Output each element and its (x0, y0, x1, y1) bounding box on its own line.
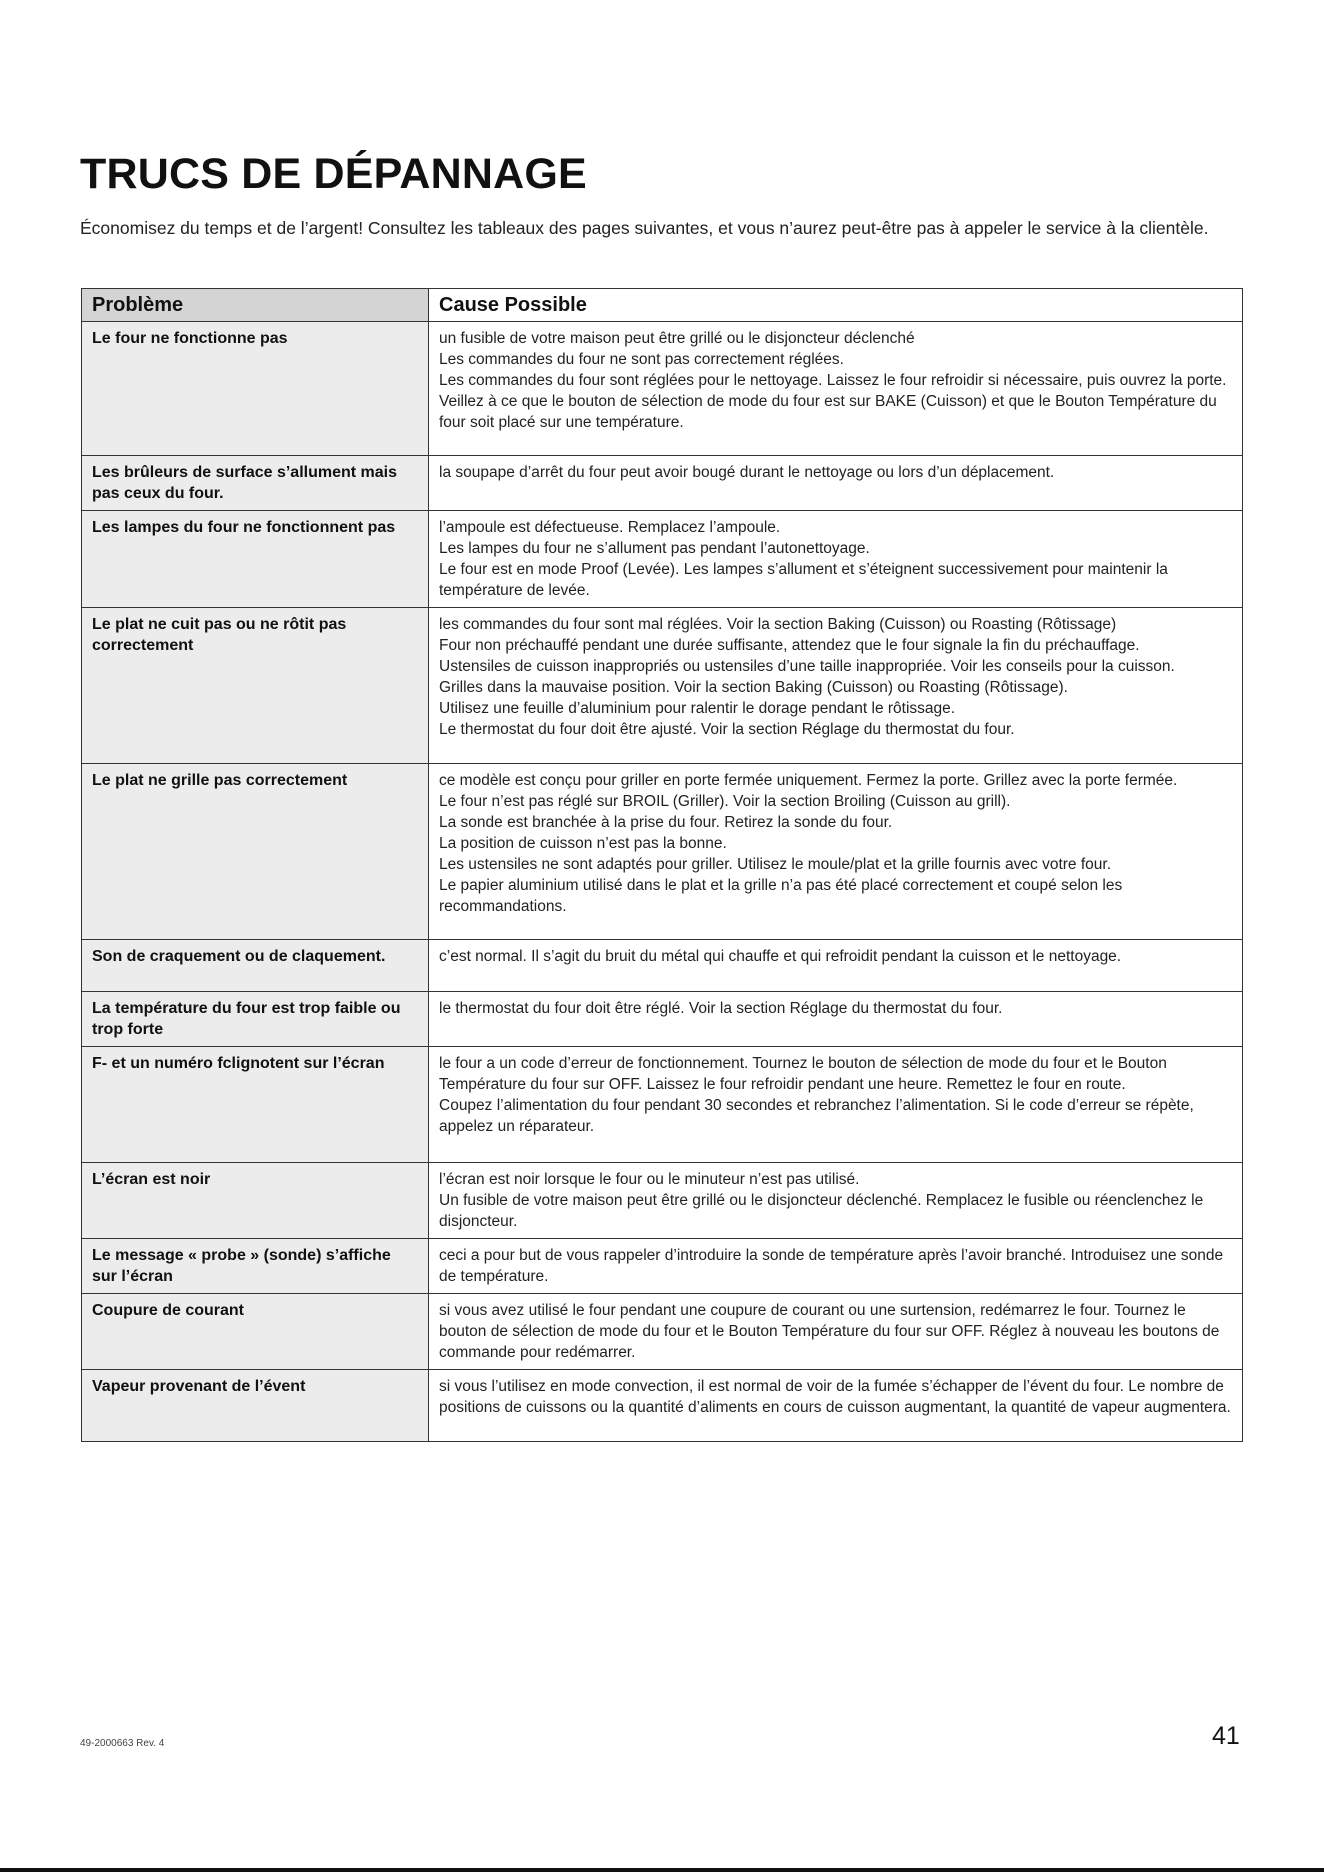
cause-cell (429, 608, 1243, 764)
cause-cell (429, 764, 1243, 940)
cause-cell (429, 1370, 1243, 1442)
cause-line: Le four n’est pas réglé sur BROIL (Griller). Voir la section Broiling (Cuisson au grill). (439, 793, 1011, 810)
page-title: TRUCS DE DÉPANNAGE (80, 150, 587, 198)
problem-cell: L’écran est noir (82, 1163, 429, 1239)
cause-cell (429, 511, 1243, 608)
problem-cell: Vapeur provenant de l’évent (82, 1370, 429, 1442)
problem-cell: Le message « probe » (sonde) s’affiche sur l’écran (82, 1239, 429, 1294)
cause-line: Coupez l’alimentation du four pendant 30 secondes et rebranchez l’alimentation. Si le code d’erreur se répète, appelez un réparateur. (439, 1097, 1194, 1135)
cause-line: Ustensiles de cuisson inappropriés ou ustensiles d’une taille inappropriée. Voir les conseils pour la cuisson. (439, 658, 1175, 675)
table-row (82, 940, 1243, 992)
table-row (82, 992, 1243, 1047)
cause-line: Le thermostat du four doit être ajusté. Voir la section Réglage du thermostat du four. (439, 721, 1015, 738)
table-row (82, 764, 1243, 940)
cause-cell (429, 322, 1243, 456)
problem-cell: Le plat ne grille pas correctement (82, 764, 429, 940)
cause-line: Les commandes du four ne sont pas correctement réglées. (439, 351, 844, 368)
table-row (82, 1370, 1243, 1442)
cause-line: l’écran est noir lorsque le four ou le minuteur n’est pas utilisé. (439, 1171, 860, 1188)
cause-cell (429, 1294, 1243, 1370)
cause-line: si vous l’utilisez en mode convection, il est normal de voir de la fumée s’échapper de l’évent du four. Le nombre de positions de cuissons ou la quantité d’aliments en cours de cuisson augmentant, la quantité de vapeur augmentera. (439, 1378, 1231, 1416)
table-row (82, 608, 1243, 764)
cause-line: Un fusible de votre maison peut être grillé ou le disjoncteur déclenché. Remplacez le fusible ou réenclenchez le disjoncteur. (439, 1192, 1204, 1230)
cause-line: ce modèle est conçu pour griller en porte fermée uniquement. Fermez la porte. Grillez avec la porte fermée. (439, 772, 1178, 789)
table-row (82, 322, 1243, 456)
cause-cell (429, 1047, 1243, 1163)
table-row (82, 456, 1243, 511)
table-row (82, 511, 1243, 608)
cause-cell (429, 1163, 1243, 1239)
cause-line: les commandes du four sont mal réglées. Voir la section Baking (Cuisson) ou Roasting (Rôtissage) (439, 616, 1117, 633)
page-number: 41 (1212, 1722, 1240, 1750)
cause-line: ceci a pour but de vous rappeler d’introduire la sonde de température après l’avoir branché. Introduisez une sonde de température. (439, 1247, 1224, 1285)
cause-line: Veillez à ce que le bouton de sélection de mode du four est sur BAKE (Cuisson) et que le Bouton Température du four soit placé sur une température. (439, 393, 1217, 431)
table-row (82, 1294, 1243, 1370)
header-problem: Problème (82, 289, 429, 322)
cause-line: Le papier aluminium utilisé dans le plat et la grille n’a pas été placé correctement et coupé selon les recommandations. (439, 877, 1123, 915)
table-row (82, 1163, 1243, 1239)
cause-line: Le four est en mode Proof (Levée). Les lampes s’allument et s’éteignent successivement pour maintenir la température de levée. (439, 561, 1168, 599)
cause-line: l’ampoule est défectueuse. Remplacez l’ampoule. (439, 519, 781, 536)
problem-cell: Coupure de courant (82, 1294, 429, 1370)
cause-line: un fusible de votre maison peut être grillé ou le disjoncteur déclenché (439, 330, 915, 347)
cause-line: si vous avez utilisé le four pendant une coupure de courant ou une surtension, redémarrez le four. Tournez le bouton de sélection de mode du four et le Bouton Température du four sur OFF. Réglez à nouveau les boutons de commande pour redémarrer. (439, 1302, 1220, 1361)
cause-cell (429, 992, 1243, 1047)
header-cause: Cause Possible (429, 289, 1243, 322)
cause-line: le four a un code d’erreur de fonctionnement. Tournez le bouton de sélection de mode du four et le Bouton Température du four sur OFF. Laissez le four refroidir pendant une heure. Remettez le four en route. (439, 1055, 1167, 1093)
cause-line: la soupape d’arrêt du four peut avoir bougé durant le nettoyage ou lors d’un déplacement. (439, 464, 1055, 481)
cause-cell (429, 1239, 1243, 1294)
problem-cell: La température du four est trop faible ou trop forte (82, 992, 429, 1047)
cause-line: Les lampes du four ne s’allument pas pendant l’autonettoyage. (439, 540, 870, 557)
problem-cell: F- et un numéro fclignotent sur l’écran (82, 1047, 429, 1163)
problem-cell: Les lampes du four ne fonctionnent pas (82, 511, 429, 608)
cause-cell (429, 456, 1243, 511)
cause-line: Four non préchauffé pendant une durée suffisante, attendez que le four signale la fin du préchauffage. (439, 637, 1140, 654)
bottom-rule (0, 1868, 1324, 1872)
problem-cell: Son de craquement ou de claquement. (82, 940, 429, 992)
problem-cell: Le four ne fonctionne pas (82, 322, 429, 456)
table-header-row (82, 289, 1243, 322)
cause-line: Les commandes du four sont réglées pour le nettoyage. Laissez le four refroidir si nécessaire, puis ouvrez la porte. (439, 372, 1227, 389)
cause-line: La position de cuisson n’est pas la bonne. (439, 835, 727, 852)
problem-cell: Le plat ne cuit pas ou ne rôtit pas correctement (82, 608, 429, 764)
problem-cell: Les brûleurs de surface s’allument mais pas ceux du four. (82, 456, 429, 511)
intro-paragraph: Économisez du temps et de l’argent! Consultez les tableaux des pages suivantes, et vous n’aurez peut-être pas à appeler le service à la clientèle. (80, 218, 1209, 238)
document-number: 49-2000663 Rev. 4 (80, 1738, 165, 1749)
table-row (82, 1047, 1243, 1163)
cause-line: c’est normal. Il s’agit du bruit du métal qui chauffe et qui refroidit pendant la cuisson et le nettoyage. (439, 948, 1122, 965)
cause-line: Grilles dans la mauvaise position. Voir la section Baking (Cuisson) ou Roasting (Rôtissage). (439, 679, 1068, 696)
cause-cell (429, 940, 1243, 992)
table-row (82, 1239, 1243, 1294)
cause-line: Les ustensiles ne sont adaptés pour griller. Utilisez le moule/plat et la grille fournis avec votre four. (439, 856, 1112, 873)
cause-line: le thermostat du four doit être réglé. Voir la section Réglage du thermostat du four. (439, 1000, 1003, 1017)
cause-line: La sonde est branchée à la prise du four. Retirez la sonde du four. (439, 814, 893, 831)
cause-line: Utilisez une feuille d’aluminium pour ralentir le dorage pendant le rôtissage. (439, 700, 956, 717)
troubleshooting-table (81, 288, 1243, 1442)
table-body (82, 322, 1243, 1442)
